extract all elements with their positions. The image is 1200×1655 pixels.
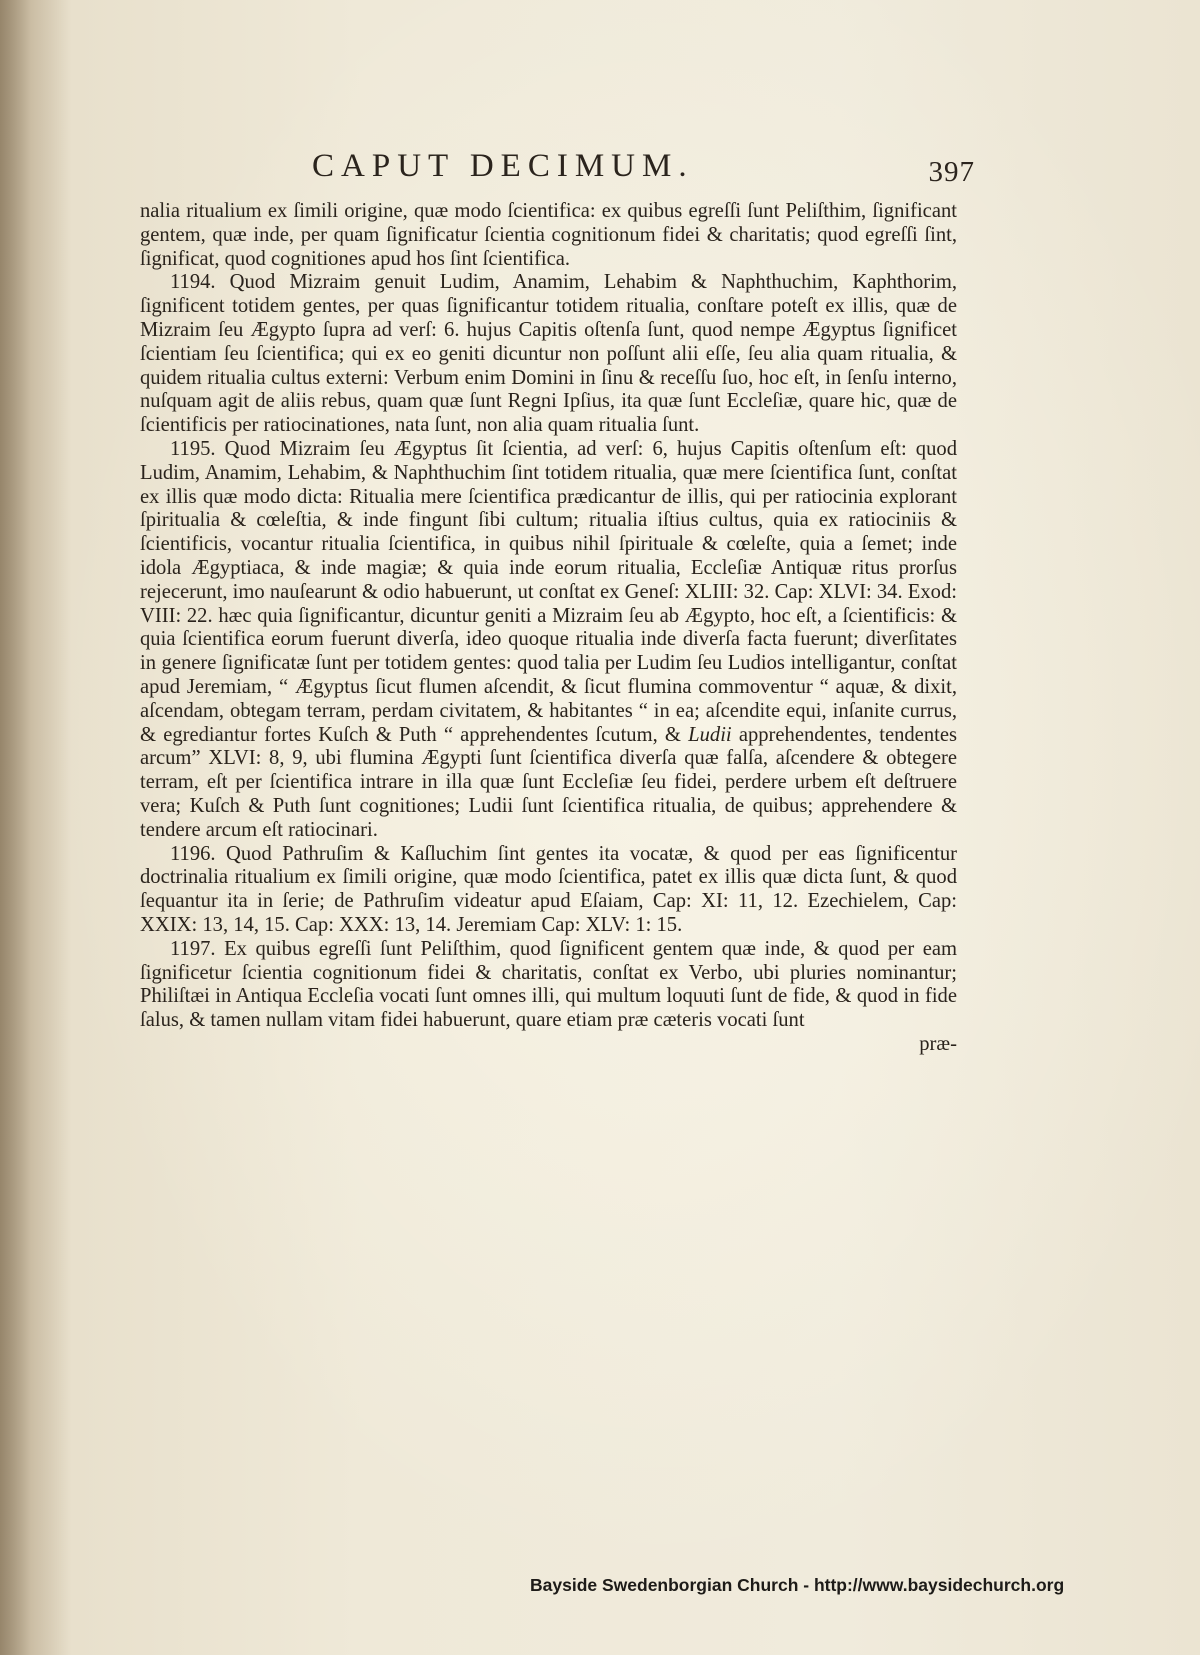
paragraph-1194: 1194. Quod Mizraim genuit Ludim, Anamim, Lehabim & Naphthuchim, Kaphthorim, ſignificent totidem gentes, per quas ſignificantur totidem ritualia, conſtare poteſt ex illis, quæ de Mizraim ſeu Ægypto ſupra ad verſ: 6. hujus Capitis oſtenſa ſunt, quod nempe Ægyptus ſignificet ſcientiam ſeu ſcientifica; qui ex eo geniti dicuntur non poſſunt alii eſſe, ſeu alia quam ritualia, & quidem ritualia cultus externi: Verbum enim Domini in ſinu & receſſu ſuo, hoc eſt, in ſenſu interno, nuſquam agit de aliis rebus, quam quæ ſunt Regni Ipſius, ita quæ ſunt Eccleſiæ, quare hic, quæ de ſcientificis per ratiocinationes, nata ſunt, non alia quam ritualia ſunt. [140,271,957,437]
paragraph-1195-part-b: apprehendentes, tendentes arcum” XLVI: 8, 9, ubi flumina Ægypti ſunt ſcientifica diverſa quæ falſa, aſcendere & obtegere terram, eſt per ſcientifica intrare in illa quæ ſunt Eccleſiæ ſeu fidei, perdere urbem eſt deſtruere vera; Kuſch & Puth ſunt cognitiones; Ludii ſunt ſcientifica ritualia, de quibus; apprehendere & tendere arcum eſt ratiocinari. [140,723,957,841]
page-number: 397 [928,156,975,188]
paragraph-1195-part-a: 1195. Quod Mizraim ſeu Ægyptus ſit ſcientia, ad verſ: 6, hujus Capitis oſtenſum eſt: quod Ludim, Anamim, Lehabim, & Naphthuchim ſint totidem ritualia, quæ mere ſcientifica ſunt, conſtat ex illis quæ modo dicta: Ritualia mere ſcientifica prædicantur de illis, qui per ratiocinia explorant ſpiritualia & cœleſtia, & inde fingunt ſibi cultum; ritualia iſtius cultus, quia ex ratiociniis & ſcientificis, vocantur ritualia ſcientifica, in quibus nihil ſpirituale & cœleſte, quia a ſemet; inde idola Ægyptiaca, & inde magiæ; & quia inde eorum ritualia, Eccleſiæ Antiquæ ritus prorſus rejecerunt, imo nauſearunt & odio habuerunt, ut conſtat ex Geneſ: XLIII: 32. Cap: XLVI: 34. Exod: VIII: 22. hæc quia ſignificantur, dicuntur geniti a Mizraim ſeu ab Ægypto, hoc eſt, a ſcientificis: & quia ſcientifica eorum fuerunt diverſa, ideo quoque ritualia inde diverſa facta fuerunt; diverſitates in genere ſignificatæ ſunt per totidem gentes: quod talia per Ludim ſeu Ludios intelligantur, conſtat apud Jeremiam, “ Ægyptus ſicut flumen aſcendit, & ſicut flumina commoventur “ aquæ, & dixit, aſcendam, obtegam terram, perdam civitatem, & habitantes “ in ea; aſcendite equi, inſanite currus, & egrediantur fortes Kuſch & Puth “ apprehendentes ſcutum, & [140,437,957,746]
paragraph-1197: 1197. Ex quibus egreſſi ſunt Peliſthim, quod ſignificent gentem quæ inde, & quod per eam ſignificetur ſcientia cognitionum fidei & charitatis, conſtat ex Verbo, ubi pluries nominantur; Philiſtæi in Antiqua Eccleſia vocati ſunt omnes illi, qui multum loquuti ſunt de fide, & quod in fide ſalus, & tamen nullam vitam fidei habuerunt, quare etiam præ cæteris vocati ſunt [140,937,957,1032]
paragraph-1195 [140,438,957,843]
paragraph-1196: 1196. Quod Pathruſim & Kaſluchim ſint gentes ita vocatæ, & quod per eas ſignificentur doctrinalia ritualium ex ſimili origine, quæ modo ſcientifica, patet ex illis quæ dicta ſunt, & quod ſequantur ita in ſerie; de Pathruſim videatur apud Eſaiam, Cap: XI: 11, 12. Ezechielem, Cap: XXIX: 13, 14, 15. Cap: XXX: 13, 14. Jeremiam Cap: XLV: 1: 15. [140,842,957,936]
paragraph-continued: nalia ritualium ex ſimili origine, quæ modo ſcientifica: ex quibus egreſſi ſunt Peliſthim, ſignificant gentem, quæ inde, per quam ſignificatur ſcientia cognitionum fidei & charitatis; quod egreſſi ſint, ſignificat, quod cognitiones apud hos ſint ſcientifica. [140,200,957,270]
catchword: præ- [919,1032,957,1055]
body-text [140,200,957,1057]
running-head [140,148,975,198]
footer-credit: Bayside Swedenborgian Church - http://www.baysidechurch.org [530,1575,1065,1595]
binding-gutter-shadow [0,0,70,1655]
chapter-title: CAPUT DECIMUM. [312,148,694,184]
italic-ludii: Ludii [688,723,732,746]
